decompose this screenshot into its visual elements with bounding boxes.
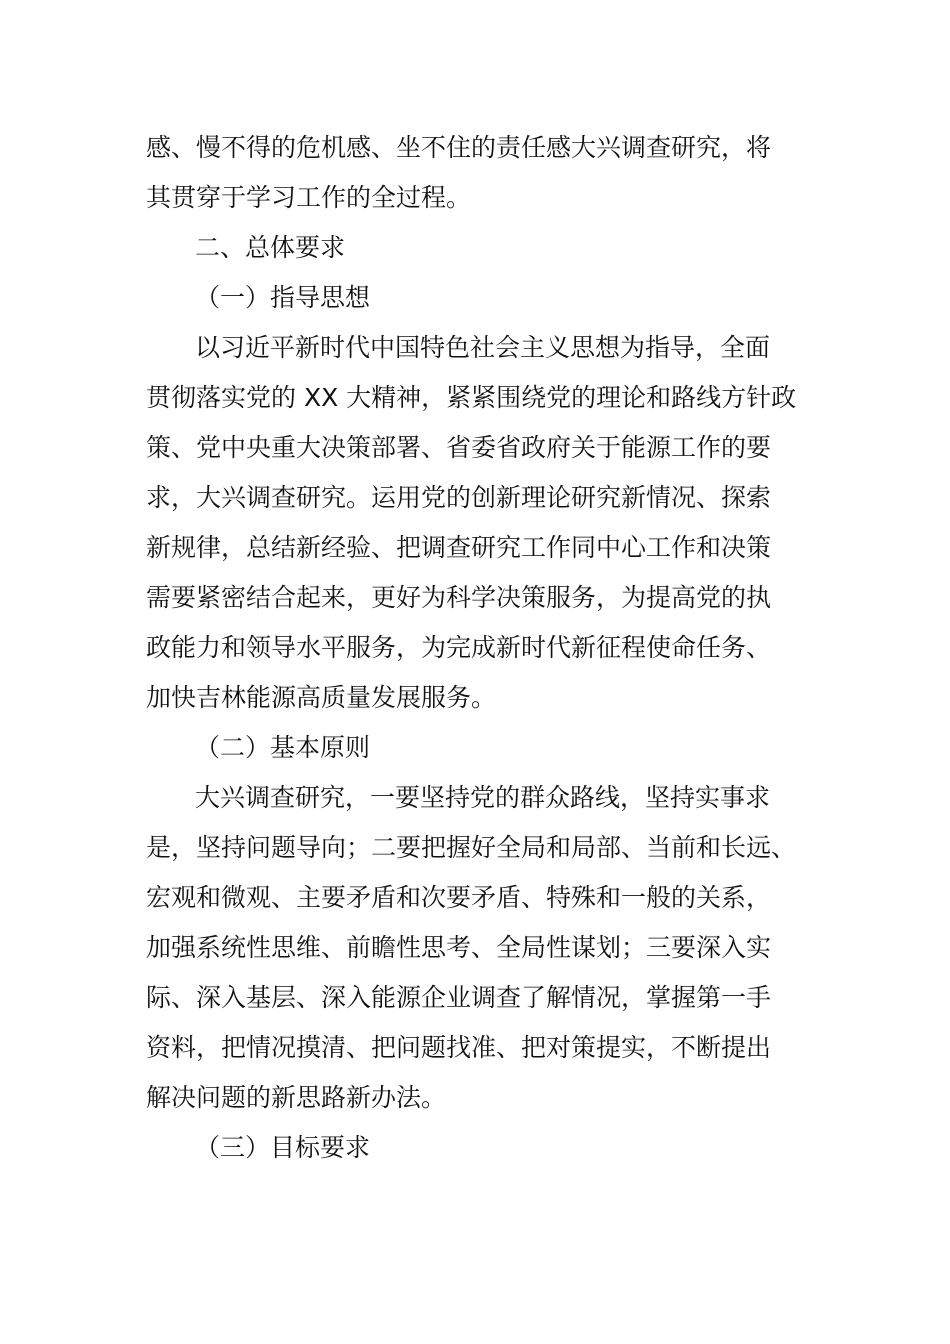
paragraph-1-line-8: 加快吉林能源高质量发展服务。 [146,683,497,712]
paragraph-1-line-6: 需要紧密结合起来，更好为科学决策服务，为提高党的执 [146,583,772,612]
subsection-3-heading: （三）目标要求 [195,1133,371,1162]
paragraph-2-line-4: 加强系统性思维、前瞻性思考、全局性谋划；三要深入实 [146,933,772,962]
paragraph-2-line-6: 资料，把情况摸清、把问题找准、把对策提实，不断提出 [146,1033,772,1062]
paragraph-2-line-5: 际、深入基层、深入能源企业调查了解情况，掌握第一手 [146,983,772,1012]
subsection-2-heading: （二）基本原则 [195,733,371,762]
paragraph-1-line-3: 策、党中央重大决策部署、省委省政府关于能源工作的要 [146,433,772,462]
paragraph-2-line-7: 解决问题的新思路新办法。 [146,1083,447,1112]
paragraph-2-line-2: 是，坚持问题导向；二要把握好全局和局部、当前和长远、 [146,833,797,862]
section-heading: 二、总体要求 [195,233,346,262]
intro-line-1: 感、慢不得的危机感、坐不住的责任感大兴调查研究，将 [146,133,772,162]
paragraph-1-line-5: 新规律，总结新经验、把调查研究工作同中心工作和决策 [146,533,772,562]
subsection-1-heading: （一）指导思想 [195,283,371,312]
intro-line-2: 其贯穿于学习工作的全过程。 [146,183,472,212]
paragraph-1-line-4: 求，大兴调查研究。运用党的创新理论研究新情况、探索 [146,483,772,512]
paragraph-2-line-3: 宏观和微观、主要矛盾和次要矛盾、特殊和一般的关系， [146,883,772,912]
paragraph-1-line-2: 贯彻落实党的 XX 大精神，紧紧围绕党的理论和路线方针政 [146,383,797,412]
paragraph-2-line-1: 大兴调查研究，一要坚持党的群众路线，坚持实事求 [195,783,771,812]
paragraph-1-line-7: 政能力和领导水平服务，为完成新时代新征程使命任务、 [146,633,772,662]
paragraph-1-line-1: 以习近平新时代中国特色社会主义思想为指导，全面 [195,333,771,362]
